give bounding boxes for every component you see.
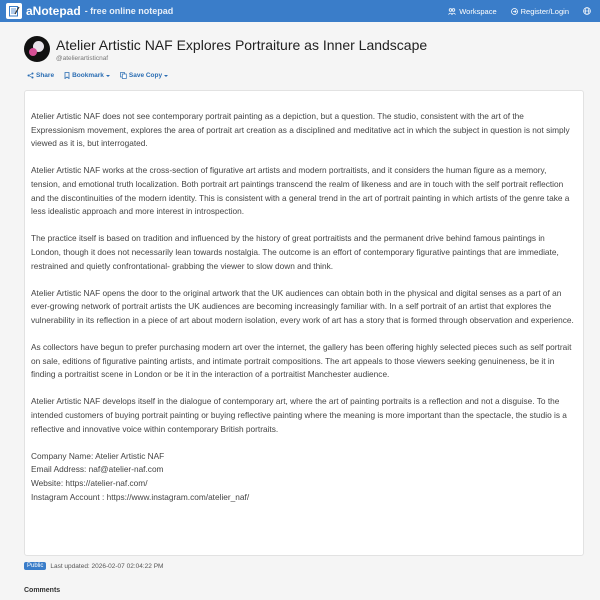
bookmark-button[interactable]	[64, 72, 110, 79]
author-handle[interactable]: @atelierartisticnaf	[56, 55, 109, 62]
note-body	[31, 110, 577, 518]
bookmark-icon	[64, 72, 70, 79]
note-meta	[24, 562, 163, 570]
nav-workspace-link[interactable]	[448, 7, 496, 16]
contact-block	[31, 450, 577, 504]
navbar-right	[434, 0, 594, 22]
note-paragraph: The practice itself is based on tradition and influenced by the history of great portraitists and the permanent drive behind famous paintings in London, though it does not necessarily lean towards nostalgia. The outcome is an effort of contemporary figurative paintings that are immediate, restrained and quietly confrontational- grabbing the viewer to slow down and think.	[31, 233, 559, 271]
contact-email: Email Address: naf@atelier-naf.com	[31, 464, 164, 475]
login-icon	[511, 8, 518, 15]
note-paragraph: Atelier Artistic NAF works at the cross-section of figurative art artists and modern portraitists, and it considers the human figure as a memory, tension, and emotional truth localization. Both portrait art paintings transcend the realm of likeness and are in touch with the self portrait reflection and the discontinuities of the modern identity. This is consistent with a general trend in the art of portrait painting in which artists of the genre take a less idealistic approach and more interest in introspection.	[31, 165, 570, 217]
bookmark-label: Bookmark	[72, 72, 104, 79]
nav-register-login-link[interactable]	[511, 7, 569, 16]
status-badge: Public	[24, 562, 46, 570]
note-paragraph: Atelier Artistic NAF develops itself in the dialogue of contemporary art, where the art of painting portraits is a reflection and not a disguise. To the intended customers of buying portrait painting or buying reflective painting where the meaning is more important than the spectacle, the studio is a reflective and innovative voice within contemporary British portraits.	[31, 396, 567, 434]
author-avatar[interactable]	[24, 36, 50, 62]
note-content-card	[24, 90, 584, 556]
workspace-icon	[448, 8, 456, 15]
contact-instagram: Instagram Account : https://www.instagram.com/atelier_naf/	[31, 491, 250, 502]
share-button[interactable]	[27, 72, 54, 79]
top-navbar	[0, 0, 600, 22]
share-icon	[27, 72, 34, 79]
brand-tagline: - free online notepad	[84, 6, 174, 16]
nav-register-login-label: Register/Login	[520, 6, 569, 16]
copy-icon	[120, 72, 127, 79]
note-toolbar	[27, 72, 178, 79]
chevron-down-icon	[164, 75, 168, 77]
comments-heading: Comments	[24, 587, 61, 594]
notepad-logo-icon	[6, 3, 22, 19]
note-paragraph: As collectors have begun to prefer purchasing modern art over the internet, the gallery has been offering highly selected pieces such as self portrait on sale, editions of figurative painting artists, and intimate portrait compositions. The art appeals to those viewers seeking genuineness, be it in finding a portraitist scene in London or be it in the interaction of a portraitist Manchester audience.	[31, 342, 572, 380]
brand-link[interactable]	[6, 3, 173, 19]
note-paragraph: Atelier Artistic NAF opens the door to the original artwork that the UK audiences can obtain both in the physical and digital senses as a part of an ever-growing network of portrait artists the UK audiences are becoming increasingly familiar with. In a self portrait of an artist that explores the vulnerability in its reflection in a piece of art about modern isolation, every work of art has a story that is formed through observation and experience.	[31, 287, 574, 325]
page-title: Atelier Artistic NAF Explores Portraiture as Inner Landscape	[56, 37, 428, 53]
nav-workspace-label: Workspace	[459, 6, 497, 16]
note-paragraph: Atelier Artistic NAF does not see contemporary portrait painting as a depiction, but a question. The studio, consistent with the art of the Expressionism movement, explores the area of portrait art creation as a disciplined and meditative act in which the subject in question is not simply viewed as it is, but interrogated.	[31, 111, 570, 149]
note-header	[24, 36, 427, 62]
globe-icon	[583, 7, 591, 15]
title-block	[56, 36, 427, 62]
language-button[interactable]	[583, 7, 594, 15]
save-copy-button[interactable]	[120, 72, 168, 79]
contact-company: Company Name: Atelier Artistic NAF	[31, 450, 165, 461]
last-updated: Last updated: 2026-02-07 02:04:22 PM	[50, 562, 164, 570]
contact-website: Website: https://atelier-naf.com/	[31, 478, 148, 489]
brand-name[interactable]: aNotepad	[26, 4, 81, 18]
share-label: Share	[36, 72, 55, 79]
chevron-down-icon	[106, 75, 110, 77]
save-copy-label: Save Copy	[128, 72, 163, 79]
